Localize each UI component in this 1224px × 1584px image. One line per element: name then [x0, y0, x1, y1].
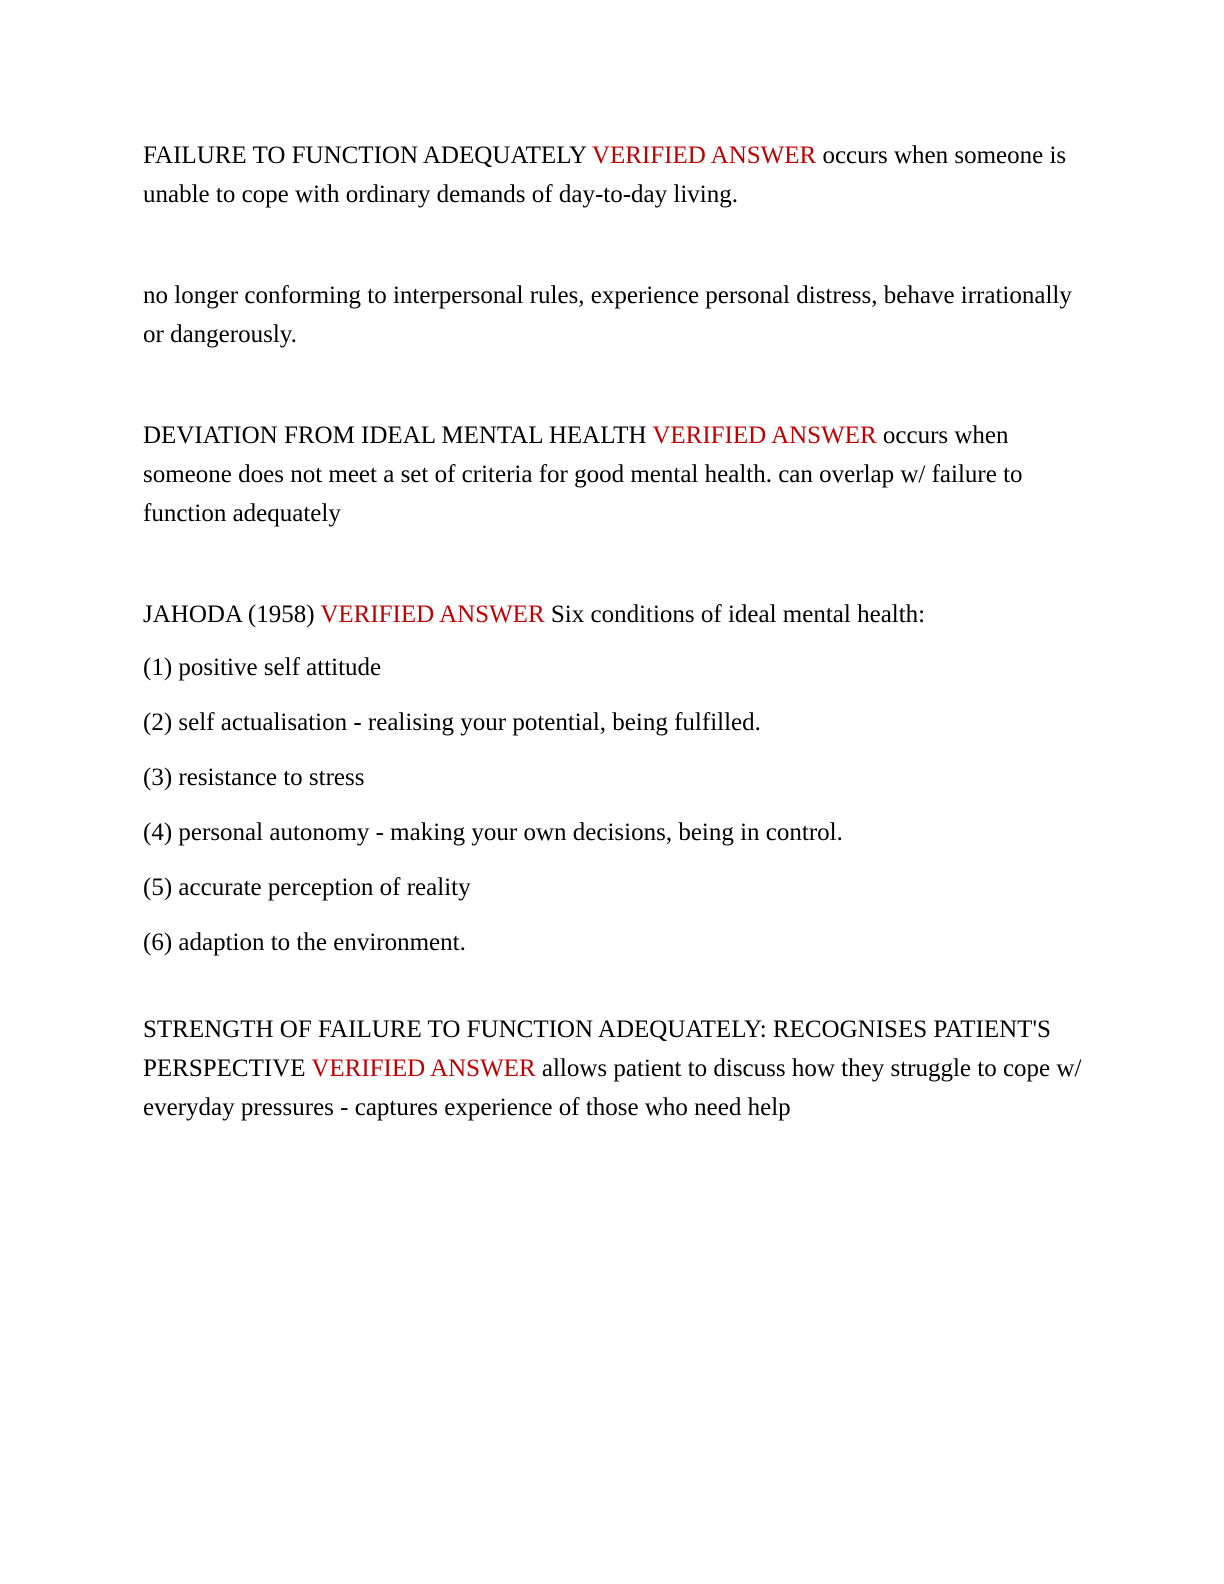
definition-text: allows patient to discuss how they struggle to cope w/ everyday pressures - captures experience of those who need help	[143, 1055, 1082, 1121]
list-item-text: (3) resistance to stress	[143, 764, 365, 791]
list-item	[143, 868, 1083, 907]
paragraph-jahoda	[143, 595, 1083, 634]
list-item	[143, 923, 1083, 962]
verified-answer-label: VERIFIED ANSWER	[320, 601, 545, 628]
list-item-text: (2) self actualisation - realising your potential, being fulfilled.	[143, 709, 761, 736]
term-text: STRENGTH OF FAILURE TO FUNCTION ADEQUATELY: RECOGNISES PATIENT'S PERSPECTIVE	[143, 1016, 1051, 1082]
term-text: FAILURE TO FUNCTION ADEQUATELY	[143, 142, 592, 169]
list-item-text: (5) accurate perception of reality	[143, 874, 471, 901]
definition-text: occurs when someone is unable to cope with ordinary demands of day-to-day living.	[143, 142, 1067, 208]
jahoda-conditions-list	[143, 648, 1083, 962]
paragraph-deviation-ideal-mental-health	[143, 416, 1083, 533]
list-item	[143, 648, 1083, 687]
body-text: no longer conforming to interpersonal rules, experience personal distress, behave irrationally or dangerously.	[143, 282, 1072, 348]
list-item-text: (6) adaption to the environment.	[143, 929, 466, 956]
list-item-text: (4) personal autonomy - making your own decisions, being in control.	[143, 819, 843, 846]
paragraph-continuation	[143, 276, 1083, 354]
verified-answer-label: VERIFIED ANSWER	[591, 142, 817, 169]
list-item	[143, 813, 1083, 852]
term-text: DEVIATION FROM IDEAL MENTAL HEALTH	[143, 422, 653, 449]
verified-answer-label: VERIFIED ANSWER	[311, 1055, 536, 1082]
term-text: JAHODA (1958)	[143, 601, 321, 628]
definition-text: Six conditions of ideal mental health:	[544, 601, 926, 628]
list-item-text: (1) positive self attitude	[143, 654, 382, 681]
definition-text: occurs when someone does not meet a set of criteria for good mental health. can overlap w/ failure to function adequately	[143, 422, 1023, 527]
verified-answer-label: VERIFIED ANSWER	[652, 422, 877, 449]
paragraph-failure-to-function	[143, 136, 1083, 214]
paragraph-strength-failure-to-function	[143, 1010, 1083, 1127]
list-item	[143, 758, 1083, 797]
list-item	[143, 703, 1083, 742]
